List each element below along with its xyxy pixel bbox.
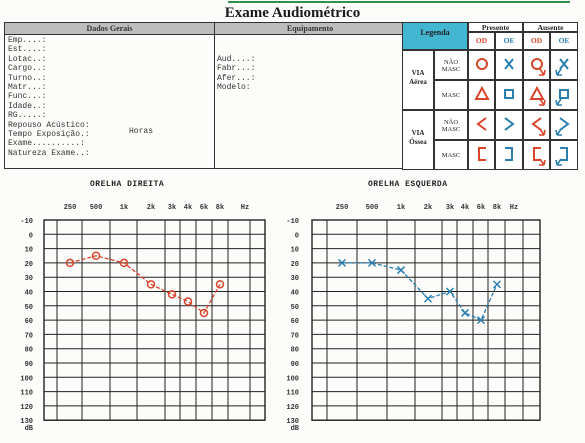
left-freq-label: 2k — [423, 204, 433, 212]
right-db-label: -10 — [20, 218, 33, 226]
right-ear-title: ORELHA DIREITA — [90, 180, 165, 189]
right-freq-label: Hz — [240, 204, 250, 212]
masc-label-3: MASC — [434, 140, 468, 170]
left-freq-label: 250 — [335, 204, 349, 212]
left-db-label: 130 — [286, 418, 299, 427]
dados-gerais-field-2: Lotac..: — [8, 54, 47, 64]
left-db-label: -10 — [286, 218, 299, 226]
right-db-label: 50 — [24, 303, 33, 312]
right-threshold-line — [70, 256, 220, 313]
od-presente-header: OD — [468, 32, 495, 50]
left-db-label: 40 — [290, 289, 299, 298]
right-freq-label: 500 — [89, 204, 103, 212]
equipamento-field-2: Afer...: — [217, 73, 256, 83]
dados-gerais-field-8: RG.....: — [8, 111, 47, 121]
right-db-label: 80 — [24, 346, 33, 355]
od-ausente-header: OD — [523, 32, 550, 50]
dados-gerais-field-10: Tempo Exposição.: — [8, 130, 90, 140]
right-freq-label: 8k — [215, 204, 225, 212]
left-db-label: 30 — [290, 275, 299, 284]
right-db-label: 90 — [24, 361, 33, 369]
left-data-point — [494, 281, 501, 288]
right-db-label: 20 — [24, 260, 33, 269]
left-freq-label: 8k — [492, 204, 502, 212]
dados-gerais-field-11: Exame..........: — [8, 139, 85, 149]
right-db-label: 40 — [24, 289, 33, 298]
left-db-label: 110 — [286, 389, 299, 398]
masc-label-1: MASC — [434, 80, 468, 110]
left-db-unit: dB — [290, 425, 299, 434]
via-aerea-label: VIA Aérea — [402, 50, 434, 110]
left-db-label: 20 — [290, 260, 299, 269]
left-db-label: 120 — [286, 403, 299, 412]
left-db-label: 80 — [290, 346, 299, 355]
right-db-label: 10 — [24, 246, 33, 255]
page-title: Exame Audiométrico — [224, 5, 361, 21]
equipamento-header: Equipamento — [215, 23, 405, 35]
left-db-label: 70 — [290, 332, 299, 341]
dados-gerais-field-1: Est....: — [8, 45, 47, 55]
left-freq-label: 1k — [396, 204, 406, 212]
right-freq-label: 250 — [63, 204, 77, 212]
presente-header: Presente — [468, 22, 523, 32]
right-db-label: 110 — [20, 389, 33, 398]
dados-gerais-field-5: Matr...: — [8, 83, 47, 93]
left-db-label: 50 — [290, 303, 299, 312]
right-freq-label: 4k — [183, 204, 193, 212]
oe-presente-header: OE — [495, 32, 523, 50]
repouso-unit: Horas — [129, 127, 154, 136]
right-audiogram — [20, 204, 265, 433]
nao-masc-label-0: NÃO MASC — [434, 50, 468, 80]
right-freq-label: 1k — [119, 204, 129, 212]
left-freq-label: Hz — [509, 204, 519, 212]
left-data-point — [425, 295, 432, 302]
left-db-label: 0 — [294, 232, 299, 241]
equipamento-field-0: Aud....: — [217, 55, 256, 64]
right-db-label: 30 — [24, 275, 33, 284]
left-audiogram — [286, 204, 540, 433]
dados-gerais-field-6: Func...: — [8, 92, 47, 102]
oe-ausente-header: OE — [550, 32, 578, 50]
right-db-label: 130 — [20, 418, 33, 427]
left-db-label: 60 — [290, 318, 299, 327]
right-db-label: 120 — [20, 403, 33, 412]
right-freq-label: 2k — [146, 204, 156, 212]
right-data-point — [185, 298, 192, 305]
dados-gerais-field-3: Cargo..: — [8, 64, 47, 74]
dados-gerais-field-12: Natureza Exame..: — [8, 148, 90, 158]
ausente-header: Ausente — [523, 22, 578, 32]
legenda-header: Legenda — [402, 22, 468, 50]
dados-gerais-field-0: Emp....: — [8, 36, 47, 45]
left-freq-label: 3k — [445, 204, 455, 212]
right-db-label: 0 — [28, 232, 33, 241]
left-db-label: 100 — [286, 375, 299, 384]
equipamento-field-3: Modelo: — [217, 83, 251, 93]
equipamento-field-1: Fabr...: — [217, 64, 256, 74]
left-freq-label: 6k — [476, 204, 486, 212]
left-data-point — [462, 309, 469, 316]
right-db-label: 100 — [20, 375, 33, 384]
right-freq-label: 6k — [199, 204, 209, 212]
left-db-label: 90 — [290, 361, 299, 369]
left-freq-label: 4k — [460, 204, 470, 212]
dados-gerais-field-4: Turno..: — [8, 73, 47, 83]
left-ear-title: ORELHA ESQUERDA — [368, 180, 448, 189]
right-db-unit: dB — [24, 425, 33, 434]
left-freq-label: 500 — [365, 204, 379, 212]
right-db-label: 60 — [24, 318, 33, 327]
dados-gerais-header: Dados Gerais — [5, 23, 214, 35]
nao-masc-label-2: NÃO MASC — [434, 110, 468, 140]
left-db-label: 10 — [290, 246, 299, 255]
dados-gerais-field-9: Repouso Acústico: — [8, 120, 90, 130]
right-db-label: 70 — [24, 332, 33, 341]
right-freq-label: 3k — [167, 204, 177, 212]
dados-gerais-field-7: Idade..: — [8, 101, 47, 111]
via-ossea-label: VIA Óssea — [402, 110, 434, 170]
